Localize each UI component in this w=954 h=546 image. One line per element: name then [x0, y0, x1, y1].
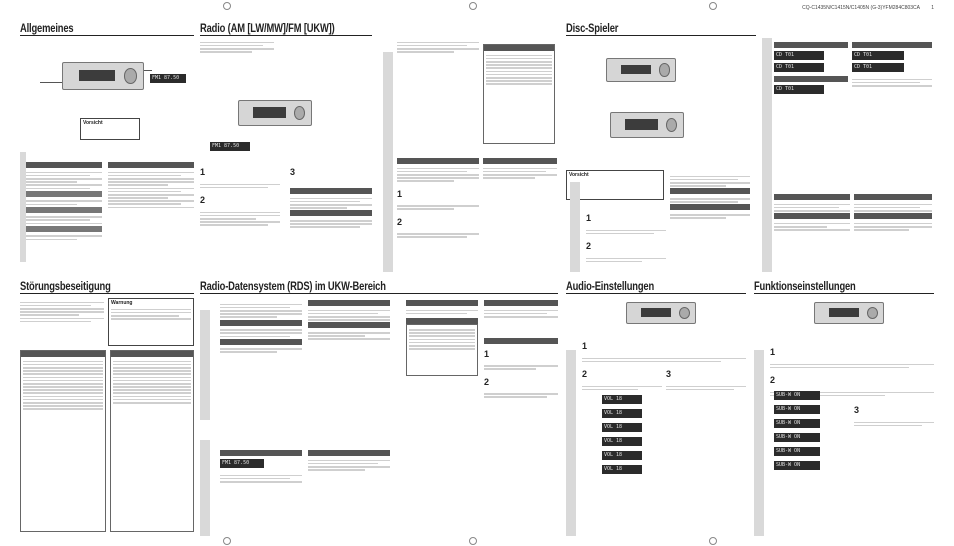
vorsicht-box: [566, 170, 664, 200]
display-illustration: CD T01: [774, 63, 824, 72]
left-column: [20, 162, 102, 242]
warnung-heading: Warnung: [111, 300, 133, 306]
display-illustration: CD T01: [852, 51, 904, 60]
car-stereo-illustration: [610, 112, 684, 138]
car-stereo-illustration: [626, 302, 696, 324]
car-stereo-illustration: [238, 100, 312, 126]
section-title: Audio-Einstellungen: [566, 280, 655, 293]
right-column: [108, 162, 194, 210]
display-illustration: FM1 87.50: [210, 142, 250, 151]
section-title: Störungsbeseitigung: [20, 280, 111, 293]
sidebar-tab: [566, 350, 576, 536]
info-column: 3: [290, 162, 372, 230]
page-number: 1: [931, 5, 934, 11]
display-illustration: SUB-W ON: [774, 447, 820, 456]
display-illustration: CD T01: [852, 63, 904, 72]
pty-table: [406, 324, 478, 376]
sidebar-tab: [570, 182, 580, 272]
display-illustration: SUB-W ON: [774, 391, 820, 400]
car-stereo-illustration: [606, 58, 676, 82]
section-title: Radio (AM [LW/MW]/FM [UKW]): [200, 22, 335, 35]
section-stoerung: [20, 280, 194, 536]
registration-mark: [709, 537, 717, 545]
section-allgemeines: [20, 22, 194, 272]
display-illustration: FM1 87.50: [220, 459, 264, 468]
registration-mark: [709, 2, 717, 10]
display-illustration: VOL 18: [602, 409, 642, 418]
section-rds: Radio-Datensystem (RDS) im UKW-Bereich FM1 87.50 1 2: [200, 280, 558, 536]
trouble-table: [110, 350, 194, 532]
section-audio: Audio-Einstellungen 1 2 3 VOL 18 VOL 18 VOL 18 VOL 18 VOL 18 VOL 18: [566, 280, 746, 536]
section-disc-display: [762, 38, 934, 272]
document-header: [20, 6, 934, 12]
section-radio-continued: 1 2: [383, 22, 558, 272]
sidebar-tab: [200, 440, 210, 536]
section-funktion: Funktionseinstellungen 1 2 3 SUB-W ON SUB-W ON SUB-W ON SUB-W ON SUB-W ON SUB-W ON: [754, 280, 934, 536]
display-illustration: FM1 87.50: [150, 74, 186, 83]
registration-mark: [469, 537, 477, 545]
audio-settings-list: [602, 390, 742, 479]
section-disc: Disc-Spieler Vorsicht 1 2: [566, 22, 756, 272]
sidebar-tab: [762, 38, 772, 272]
warnung-box: [108, 298, 194, 346]
car-stereo-illustration: [814, 302, 884, 324]
sidebar-tab: [383, 52, 393, 272]
document-id: CQ-C1435N/C1415N/C1405N (G-3)YFM284C803CA: [802, 5, 920, 11]
steps-column: 1 2: [200, 162, 280, 228]
display-illustration: VOL 18: [602, 423, 642, 432]
section-title: Radio-Datensystem (RDS) im UKW-Bereich: [200, 280, 386, 293]
display-illustration: CD T01: [774, 85, 824, 94]
section-title: Funktionseinstellungen: [754, 280, 856, 293]
display-illustration: SUB-W ON: [774, 461, 820, 470]
display-illustration: VOL 18: [602, 437, 642, 446]
section-radio: [200, 22, 372, 272]
display-illustration: VOL 18: [602, 465, 642, 474]
vorsicht-heading: Vorsicht: [83, 120, 103, 126]
display-illustration: SUB-W ON: [774, 405, 820, 414]
section-title: Allgemeines: [20, 22, 74, 35]
display-illustration: VOL 18: [602, 395, 642, 404]
registration-mark: [469, 2, 477, 10]
display-illustration: CD T01: [774, 51, 824, 60]
vorsicht-heading: Vorsicht: [569, 172, 589, 178]
sidebar-tab: [754, 350, 764, 536]
function-settings-list: [774, 386, 852, 475]
registration-mark: [223, 2, 231, 10]
display-illustration: SUB-W ON: [774, 433, 820, 442]
display-illustration: SUB-W ON: [774, 419, 820, 428]
car-stereo-illustration: [62, 62, 144, 90]
trouble-table: [20, 350, 106, 532]
display-illustration: VOL 18: [602, 451, 642, 460]
registration-mark: [223, 537, 231, 545]
frequency-table: [483, 44, 555, 144]
sidebar-tab: [20, 152, 26, 262]
sidebar-tab: [200, 310, 210, 420]
vorsicht-box: [80, 118, 140, 140]
section-title: Disc-Spieler: [566, 22, 619, 35]
